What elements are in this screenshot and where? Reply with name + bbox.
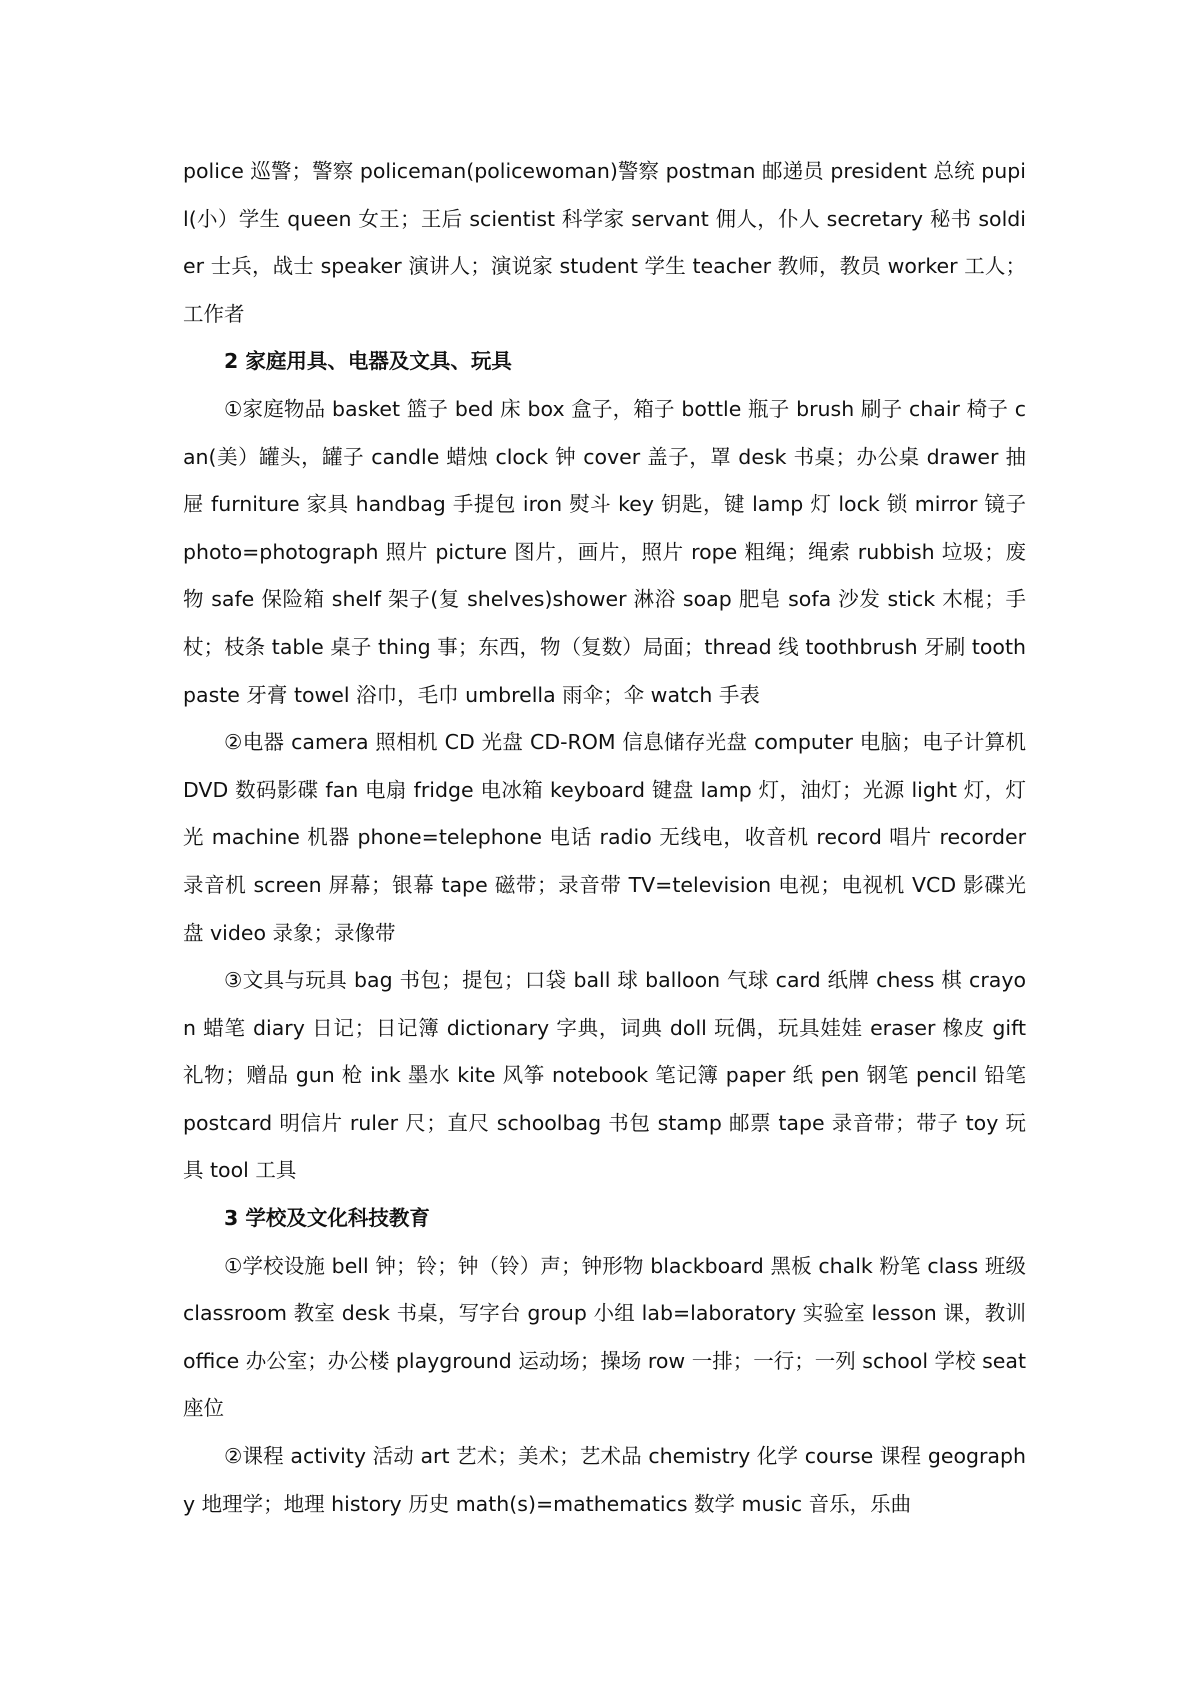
- household-items-paragraph: ①家庭物品 basket 篮子 bed 床 box 盒子，箱子 bottle 瓶子 brush 刷子 chair 椅子 can(美）罐头，罐子 candle 蜡烛 clock 钟 cover 盖子，罩 desk 书桌；办公桌 drawer 抽屉 furniture 家具 handbag 手提包 iron 熨斗 key 钥匙，键 lamp 灯 lock 锁 mirror 镜子 photo=photograph 照片 picture 图片，画片，照片 rope 粗绳；绳索 rubbish 垃圾；废物 safe 保险箱 shelf 架子(复 shelves)shower 淋浴 soap 肥皂 sofa 沙发 stick 木棍；手杖；枝条 table 桌子 thing 事；东西，物（复数）局面；thread 线 toothbrush 牙刷 toothpaste 牙膏 towel 浴巾，毛巾 umbrella 雨伞；伞 watch 手表: [183, 396, 1026, 707]
- section-2-heading: 2 家庭用具、电器及文具、玩具: [224, 349, 512, 374]
- school-facilities-paragraph: ①学校设施 bell 钟；铃；钟（铃）声；钟形物 blackboard 黑板 chalk 粉笔 class 班级 classroom 教室 desk 书桌，写字台 group 小组 lab=laboratory 实验室 lesson 课，教训 office 办公室；办公楼 playground 运动场；操场 row 一排；一行；一列 school 学校 seat 座位: [183, 1253, 1026, 1421]
- section-3-heading: 3 学校及文化科技教育: [224, 1206, 430, 1231]
- occupations-paragraph: police 巡警；警察 policeman(policewoman)警察 postman 邮递员 president 总统 pupil(小）学生 queen 女王；王后 scientist 科学家 servant 佣人，仆人 secretary 秘书 soldier 士兵，战士 speaker 演讲人；演说家 student 学生 teacher 教师，教员 worker 工人；工作者: [183, 159, 1026, 326]
- appliances-paragraph: ②电器 camera 照相机 CD 光盘 CD-ROM 信息储存光盘 computer 电脑；电子计算机 DVD 数码影碟 fan 电扇 fridge 电冰箱 keyboard 键盘 lamp 灯，油灯；光源 light 灯，灯光 machine 机器 phone=telephone 电话 radio 无线电，收音机 record 唱片 recorder 录音机 screen 屏幕；银幕 tape 磁带；录音带 TV=television 电视；电视机 VCD 影碟光盘 video 录象；录像带: [183, 730, 1026, 945]
- stationery-toys-paragraph: ③文具与玩具 bag 书包；提包；口袋 ball 球 balloon 气球 card 纸牌 chess 棋 crayon 蜡笔 diary 日记；日记簿 dictionary 字典，词典 doll 玩偶，玩具娃娃 eraser 橡皮 gift 礼物；赠品 gun 枪 ink 墨水 kite 风筝 notebook 笔记簿 paper 纸 pen 钢笔 pencil 铅笔 postcard 明信片 ruler 尺；直尺 schoolbag 书包 stamp 邮票 tape 录音带；带子 toy 玩具 tool 工具: [183, 968, 1026, 1183]
- document-body: [183, 148, 1026, 1528]
- courses-paragraph: ②课程 activity 活动 art 艺术；美术；艺术品 chemistry 化学 course 课程 geography 地理学；地理 history 历史 math(s)=mathematics 数学 music 音乐，乐曲: [183, 1444, 1026, 1516]
